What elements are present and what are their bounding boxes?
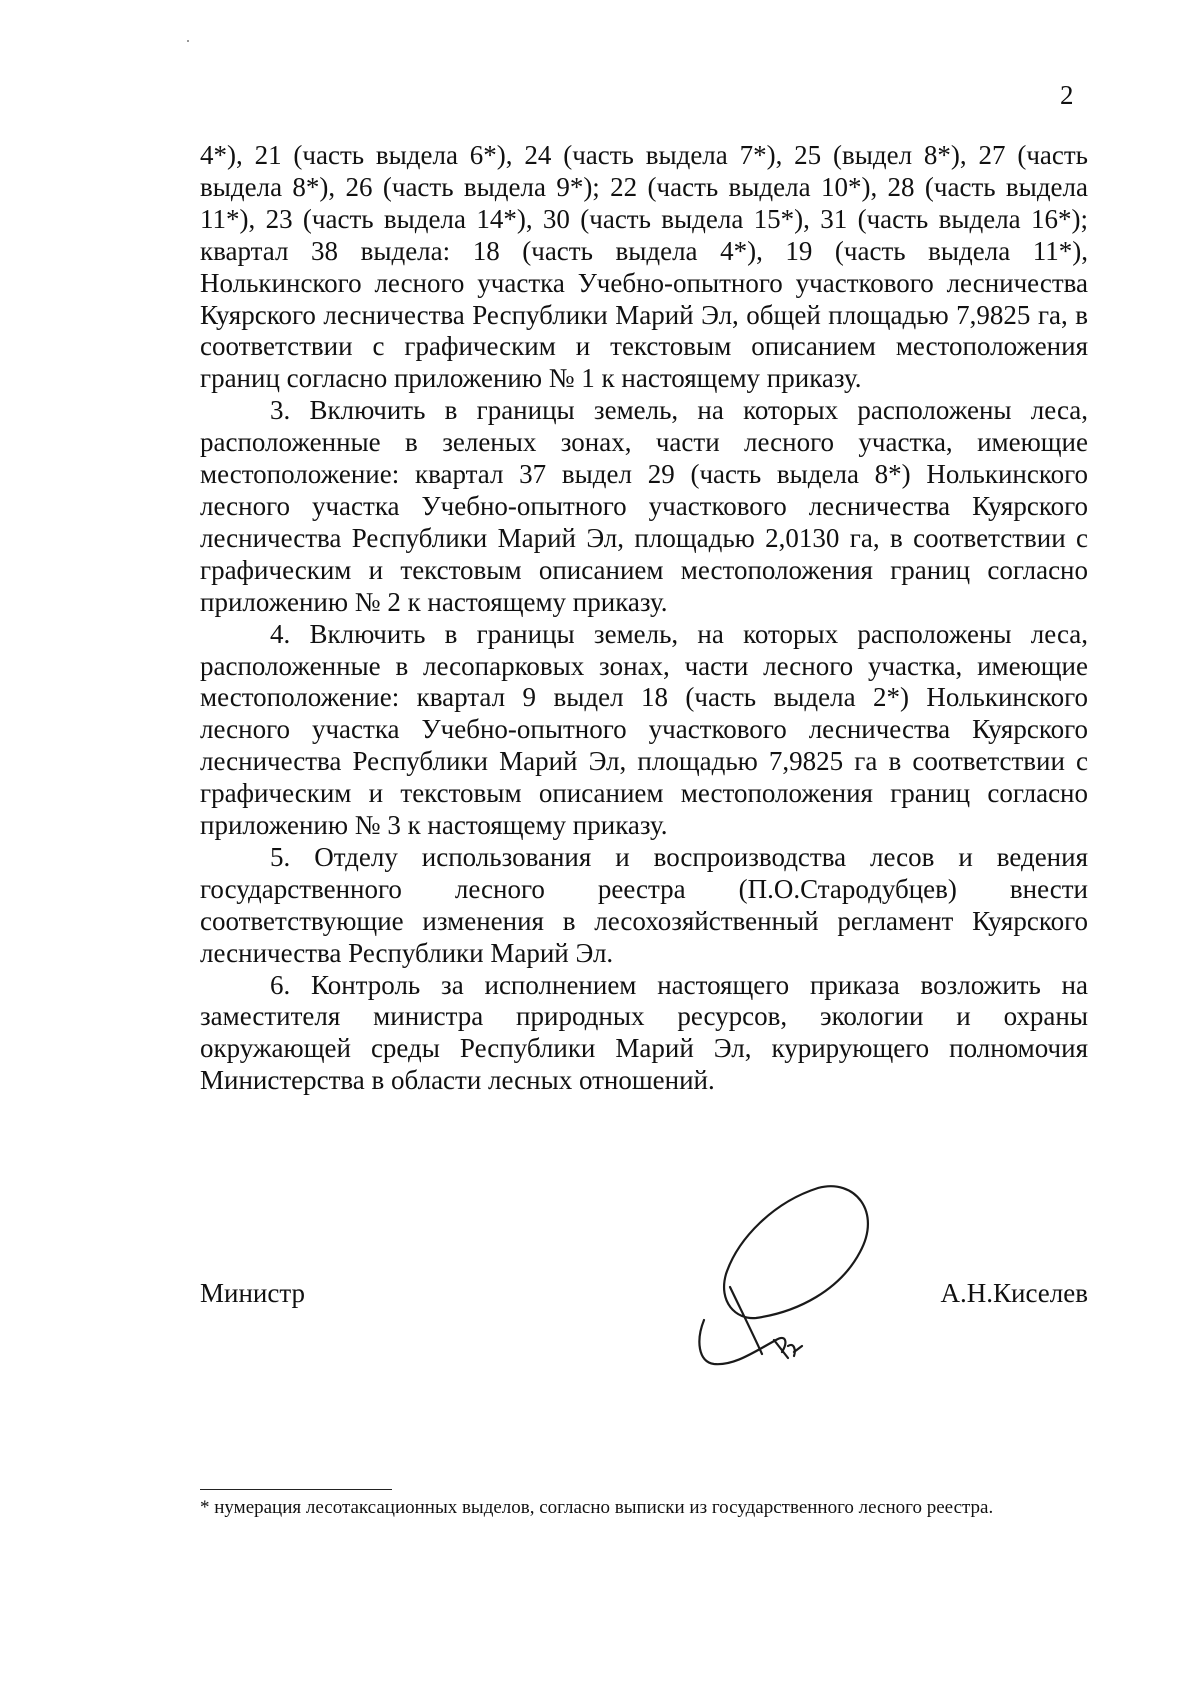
paragraph-item-5: 5. Отделу использования и воспроизводства лесов и ведения государственного лесного реестра (П.О.Стародубцев) внести соответствующие изменения в лесохозяйственный регламент Куярского лесничества Республики Марий Эл.	[200, 841, 1088, 968]
signer-role: Министр	[200, 1278, 305, 1308]
signer-name: А.Н.Киселев	[940, 1278, 1088, 1308]
footnote-divider	[200, 1489, 392, 1490]
scan-speck	[187, 40, 189, 42]
paragraph-continuation: 4*), 21 (часть выдела 6*), 24 (часть выдела 7*), 25 (выдел 8*), 27 (часть выдела 8*), 26 (часть выдела 9*); 22 (часть выдела 10*), 28 (часть выдела 11*), 23 (часть выдела 14*), 30 (часть выдела 15*), 31 (часть выдела 16*); квартал 38 выдела: 18 (часть выдела 4*), 19 (часть выдела 11*), Нолькинского лесного участка Учебно-опытного участкового лесничества Куярского лесничества Республики Марий Эл, общей площадью 7,9825 га, в соответствии с графическим и текстовым описанием местоположения границ согласно приложению № 1 к настоящему приказу.	[200, 140, 1088, 394]
paragraph-item-6: 6. Контроль за исполнением настоящего приказа возложить на заместителя министра природных ресурсов, экологии и охраны окружающей среды Республики Марий Эл, курирующего полномочия Министерства в области лесных отношений.	[200, 969, 1088, 1096]
footnote: * нумерация лесотаксационных выделов, согласно выписки из государственного лесного реестра.	[200, 1497, 994, 1518]
page-number: 2	[1060, 80, 1074, 110]
paragraph-item-4: 4. Включить в границы земель, на которых расположены леса, расположенные в лесопарковых зонах, части лесного участка, имеющие местоположение: квартал 9 выдел 18 (часть выдела 2*) Нолькинского лесного участка Учебно-опытного участкового лесничества Куярского лесничества Республики Марий Эл, площадью 7,9825 га в соответствии с графическим и текстовым описанием местоположения границ согласно приложению № 3 к настоящему приказу.	[200, 618, 1088, 841]
paragraph-item-3: 3. Включить в границы земель, на которых расположены леса, расположенные в зеленых зонах, части лесного участка, имеющие местоположение: квартал 37 выдел 29 (часть выдела 8*) Нолькинского лесного участка Учебно-опытного участкового лесничества Куярского лесничества Республики Марий Эл, площадью 2,0130 га, в соответствии с графическим и текстовым описанием местоположения границ согласно приложению № 2 к настоящему приказу.	[200, 395, 1088, 617]
signature-block	[200, 1277, 1088, 1317]
document-body	[200, 140, 1088, 1097]
